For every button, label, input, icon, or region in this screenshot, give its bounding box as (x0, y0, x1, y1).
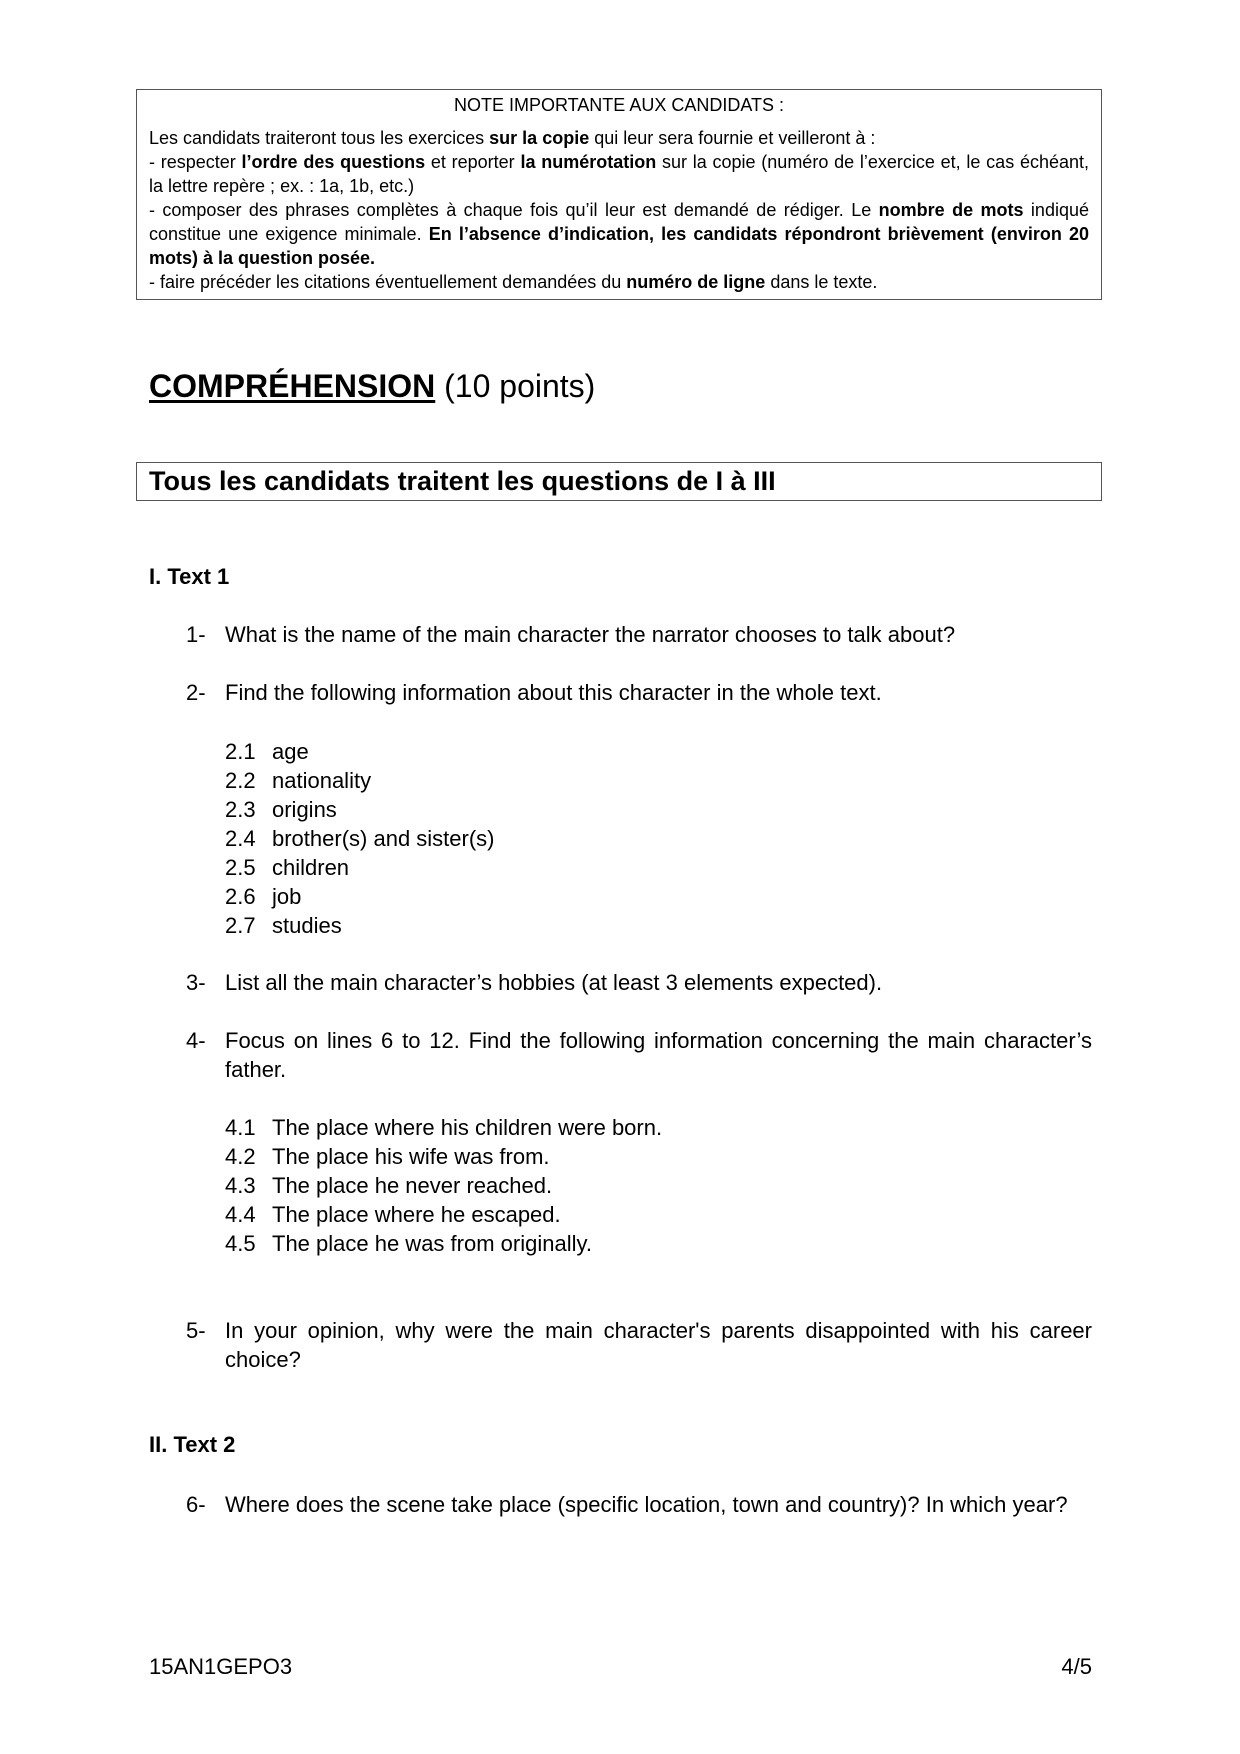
sub-item-number: 2.5 (225, 855, 256, 880)
sub-item (225, 1113, 662, 1142)
question-text: Where does the scene take place (specific location, town and country)? In which year? (225, 1492, 1068, 1517)
note-emphasis: sur la copie (489, 128, 590, 148)
part-heading: II. Text 2 (149, 1432, 236, 1457)
sub-item (225, 911, 342, 940)
sub-item-text: studies (272, 913, 342, 938)
question-text: Find the following information about this character in the whole text. (225, 680, 882, 705)
note-emphasis: la numérotation (520, 152, 657, 172)
question-item (186, 1026, 1092, 1084)
sub-item (225, 1229, 592, 1258)
sub-item (225, 1200, 561, 1229)
section-banner-text: Tous les candidats traitent les questions de I à III (149, 466, 776, 496)
comprehension-points: (10 points) (444, 368, 596, 404)
sub-item-number: 4.4 (225, 1202, 256, 1227)
sub-item (225, 853, 349, 882)
sub-item (225, 1171, 552, 1200)
question-item (186, 1316, 1092, 1374)
sub-item-number: 4.2 (225, 1144, 256, 1169)
sub-item-text: nationality (272, 768, 372, 793)
important-note-box (136, 89, 1102, 300)
note-text: qui leur sera fournie et veilleront à : (589, 128, 876, 148)
page-number: 4/5 (1061, 1654, 1092, 1679)
note-line-sentences (149, 198, 1089, 270)
sub-item (225, 766, 371, 795)
note-emphasis: numéro de ligne (626, 272, 766, 292)
note-title: NOTE IMPORTANTE AUX CANDIDATS : (453, 95, 785, 115)
sub-item-number: 2.1 (225, 739, 256, 764)
note-text: - respecter (149, 152, 242, 172)
question-item (186, 620, 1092, 649)
question-number: 5- (186, 1318, 206, 1343)
note-line-copy (149, 126, 1089, 150)
note-text: sur la copie (numéro de l’exercice et, le cas échéant, la lettre repère ; ex. : 1a, 1b, etc.) (149, 152, 1090, 196)
note-text: - composer des phrases complètes à chaque fois qu’il leur est demandé de rédiger. Le (149, 200, 879, 220)
sub-item (225, 882, 301, 911)
note-text: dans le texte. (765, 272, 878, 292)
sub-item (225, 737, 309, 766)
sub-item-number: 4.1 (225, 1115, 256, 1140)
question-item (186, 968, 1092, 997)
note-text: - faire précéder les citations éventuellement demandées du (149, 272, 627, 292)
sub-item (225, 1142, 550, 1171)
sub-item-text: The place where his children were born. (272, 1115, 663, 1140)
note-text: et reporter (425, 152, 521, 172)
note-emphasis: l’ordre des questions (241, 152, 426, 172)
sub-item-number: 2.2 (225, 768, 256, 793)
sub-item-number: 2.7 (225, 913, 256, 938)
sub-item-number: 4.3 (225, 1173, 256, 1198)
question-text: In your opinion, why were the main character's parents disappointed with his career choice? (225, 1318, 1092, 1372)
sub-item-text: The place where he escaped. (272, 1202, 561, 1227)
note-line-citations (149, 270, 1089, 294)
sub-item-number: 2.6 (225, 884, 256, 909)
note-emphasis: En l’absence d’indication, les candidats répondront brièvement (environ 20 mots) à la question posée. (149, 224, 1089, 268)
sub-item-number: 2.4 (225, 826, 256, 851)
sub-item-number: 2.3 (225, 797, 256, 822)
part-heading: I. Text 1 (149, 564, 230, 589)
question-number: 6- (186, 1492, 206, 1517)
sub-item-text: The place he never reached. (272, 1173, 553, 1198)
sub-item-text: job (272, 884, 302, 909)
sub-item-text: The place his wife was from. (272, 1144, 550, 1169)
question-number: 4- (186, 1028, 206, 1053)
question-text: List all the main character’s hobbies (at least 3 elements expected). (225, 970, 883, 995)
sub-item-text: brother(s) and sister(s) (272, 826, 495, 851)
comprehension-title: COMPRÉHENSION (149, 368, 436, 404)
note-emphasis: nombre de mots (878, 200, 1024, 220)
sub-item-text: origins (272, 797, 337, 822)
question-number: 3- (186, 970, 206, 995)
sub-item-number: 4.5 (225, 1231, 256, 1256)
note-text: Les candidats traiteront tous les exercices (149, 128, 490, 148)
sub-item-text: children (272, 855, 350, 880)
question-item (186, 678, 1092, 707)
comprehension-heading (149, 366, 595, 406)
note-body (149, 126, 1089, 294)
question-item (186, 1490, 1092, 1519)
question-text: Focus on lines 6 to 12. Find the following information concerning the main character’s father. (225, 1028, 1092, 1082)
question-number: 1- (186, 622, 206, 647)
question-number: 2- (186, 680, 206, 705)
sub-item (225, 824, 495, 853)
sub-item (225, 795, 337, 824)
document-code: 15AN1GEPO3 (149, 1654, 293, 1679)
sub-item-text: age (272, 739, 309, 764)
note-line-order (149, 150, 1089, 198)
question-text: What is the name of the main character the narrator chooses to talk about? (225, 622, 956, 647)
sub-item-text: The place he was from originally. (272, 1231, 592, 1256)
section-banner (136, 462, 1102, 501)
note-text: indiqué constitue une exigence minimale. (149, 200, 1089, 244)
